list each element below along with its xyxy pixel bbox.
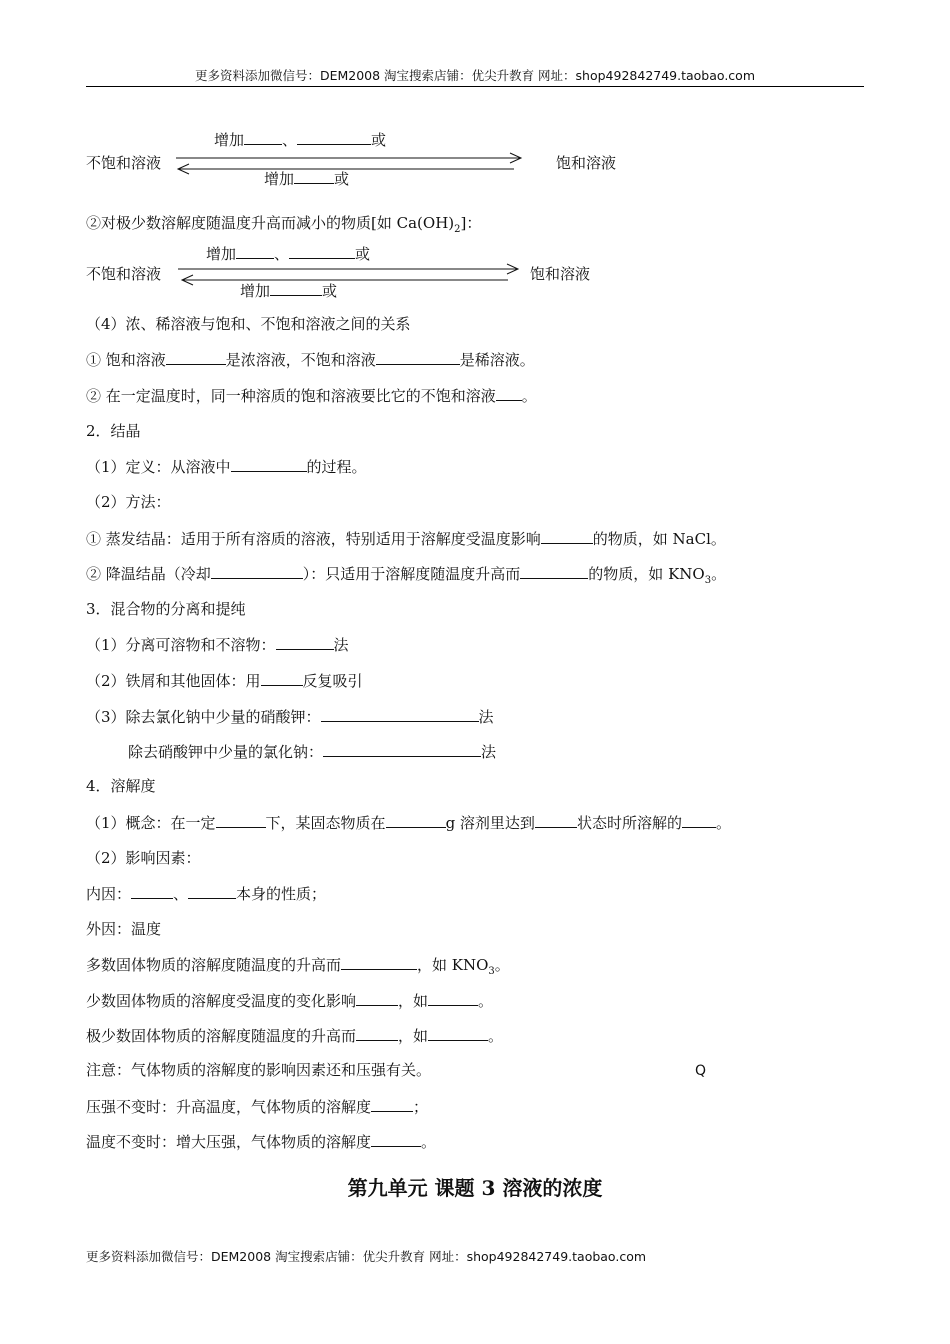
few-solids: 少数固体物质的溶解度受温度的变化影响 ，如 。 [86,992,494,1010]
page-header: 更多资料添加微信号：DEM2008 淘宝搜索店铺：优尖升教育 网址：shop492842749.taobao.com [86,66,864,87]
diagram1-arrows [176,150,526,180]
outer-factors: 外因：温度 [86,920,162,938]
sec4-title: 4．溶解度 [86,777,156,795]
sec2-method: （2）方法： [86,493,171,511]
most-solids: 多数固体物质的溶解度随温度的升高而 ，如 $KNO_3$。 [86,956,510,977]
sec4-concept: （1）概念：在一定 下，某固态物质在 g 溶剂里达到 状态时所溶解的 。 [86,814,731,832]
rare-solids: 极少数固体物质的溶解度随温度的升高而 ，如 。 [86,1027,504,1045]
diagram1-saturated-label: 饱和溶液 [556,154,617,172]
sec4-factors: （2）影响因素： [86,849,201,867]
s4-line2: ② 在一定温度时，同一种溶质的饱和溶液要比它的不饱和溶液 。 [86,387,537,405]
sec2-method2: ② 降温结晶（冷却 ）：只适用于溶解度随温度升高而 的物质，如 $KNO_3$。 [86,565,727,586]
inner-factors: 内因： 、 本身的性质； [86,885,327,903]
temperature-constant: 温度不变时：增大压强，气体物质的溶解度 。 [86,1133,437,1151]
pressure-constant: 压强不变时：升高温度，气体物质的溶解度 ； [86,1098,429,1116]
page-footer: 更多资料添加微信号：DEM2008 淘宝搜索店铺：优尖升教育 网址：shop492842749.taobao.com [86,1249,647,1264]
sec3-line4: 除去硝酸钾中少量的氯化钠： 法 [128,743,497,761]
diagram1-unsaturated-label: 不饱和溶液 [86,154,162,172]
diagram1-bottom-label: 增加 或 [264,170,350,188]
sec3-line2: （2）铁屑和其他固体：用 反复吸引 [86,672,363,690]
sec2-definition: （1）定义：从溶液中 的过程。 [86,458,367,476]
sec3-line3: （3）除去氯化钠中少量的硝酸钾： 法 [86,708,494,726]
sec2-method1: ① 蒸发结晶：适用于所有溶质的溶液，特别适用于溶解度受温度影响 的物质，如 NaCl。 [86,530,726,548]
item2-intro: ②对极少数溶解度随温度升高而减小的物质[如 $Ca(OH)_2$]： [86,214,482,235]
sec3-line1: （1）分离可溶物和不溶物： 法 [86,636,349,654]
sec3-title: 3．混合物的分离和提纯 [86,600,246,618]
diagram2-saturated-label: 饱和溶液 [530,265,591,283]
gas-note: 注意：气体物质的溶解度的影响因素还和压强有关。 [86,1061,432,1079]
diagram2-arrows [178,262,523,292]
diagram2-bottom-label: 增加 或 [240,282,338,300]
diagram1-top-label: 增加 、 或 [214,131,387,149]
diagram2-unsaturated-label: 不饱和溶液 [86,265,162,283]
stray-marker: Q [695,1063,707,1079]
s4-line1: ① 饱和溶液 是浓溶液，不饱和溶液 是稀溶液。 [86,351,535,369]
section-title: 第九单元 课题 3 溶液的浓度 [347,1176,603,1200]
diagram2-top-label: 增加 、 或 [206,245,371,263]
s4-title: （4）浓、稀溶液与饱和、不饱和溶液之间的关系 [86,315,411,333]
sec2-title: 2．结晶 [86,422,141,440]
